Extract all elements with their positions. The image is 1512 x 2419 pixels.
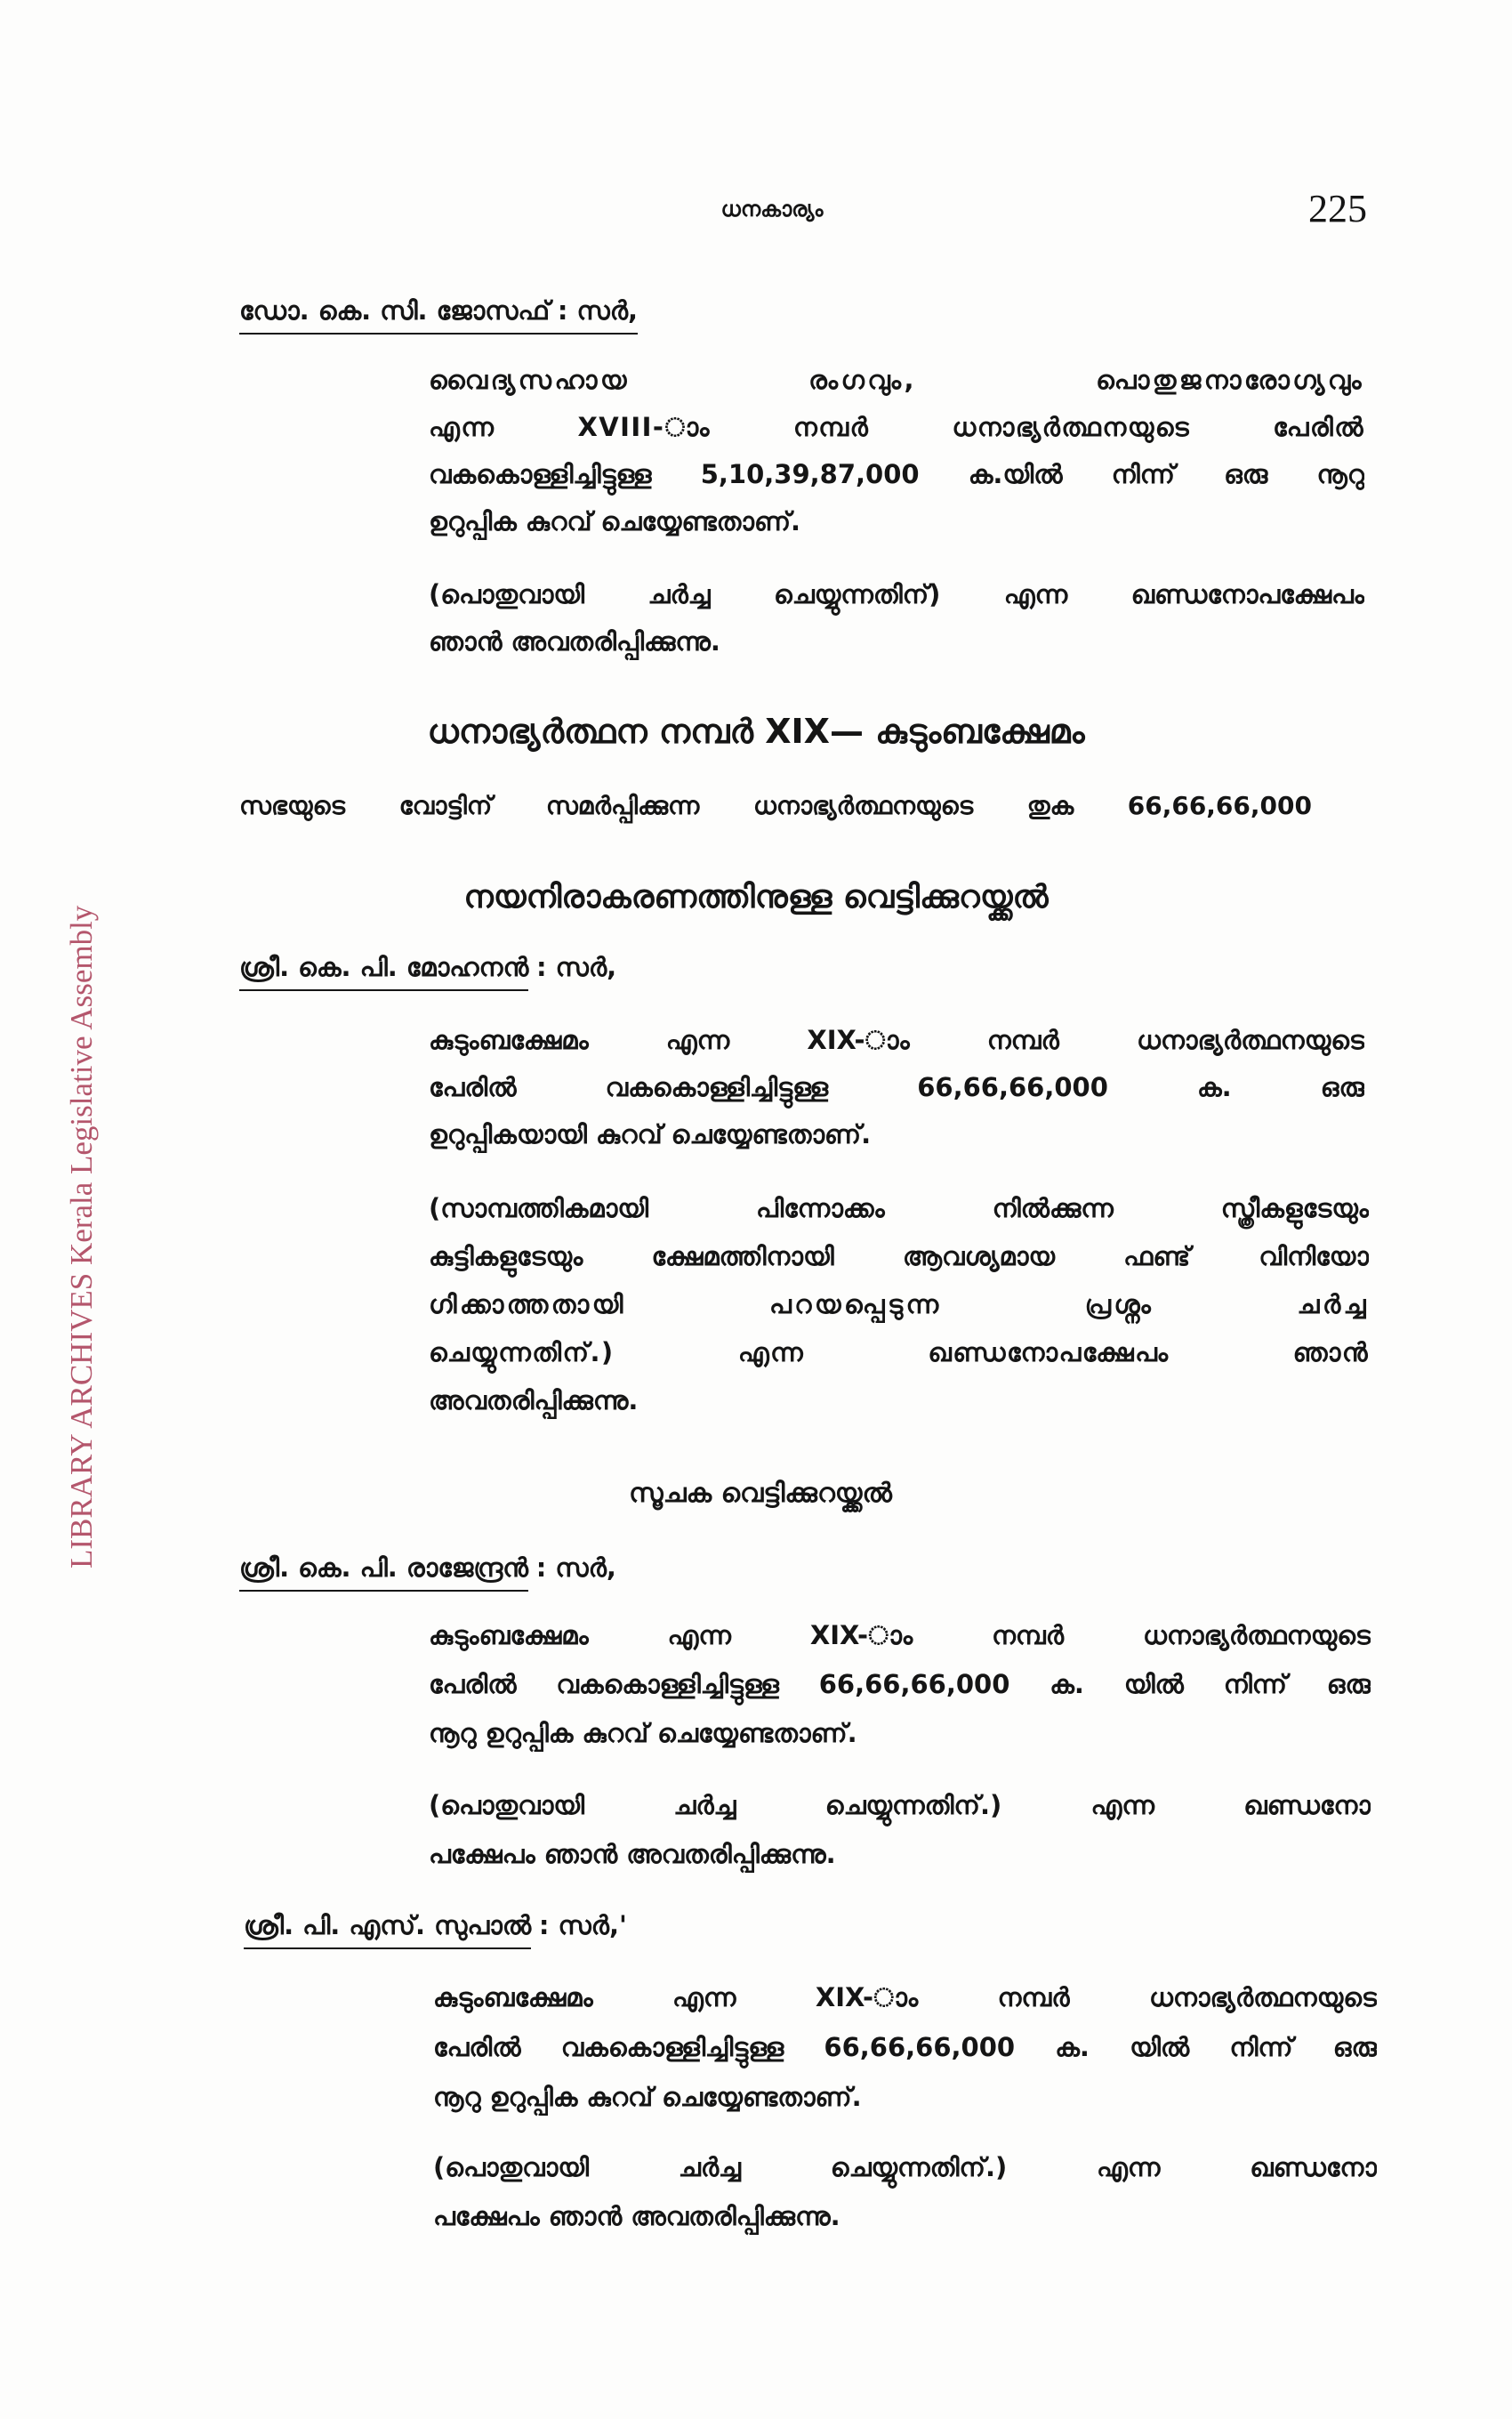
- motion-paragraph: [429, 1017, 1364, 1158]
- text-line: (പൊതുവായി ചർച്ച ചെയ്യുന്നതിന്.) എന്ന ഖണ്ഡനോ: [433, 2152, 1377, 2182]
- text-line: പേരിൽ വകകൊള്ളിച്ചിട്ടുള്ള 66,66,66,000 ക. യിൽ നിന്ന് ഒരു: [429, 1669, 1371, 1699]
- motion-paragraph: [429, 1611, 1371, 1758]
- speaker-underlined: [239, 295, 638, 335]
- text-line: കുടുംബക്ഷേമം എന്ന XIX-ാം നമ്പർ ധനാഭ്യർത്ഥനയുടെ: [429, 1620, 1371, 1650]
- motion-paragraph: [433, 1972, 1377, 2122]
- text-line: പേരിൽ വകകൊള്ളിച്ചിട്ടുള്ള 66,66,66,000 ക. ഒരു: [429, 1072, 1364, 1102]
- speaker-salutation: : സർ,: [535, 1552, 616, 1583]
- text-line: കുടുംബക്ഷേമം എന്ന XIX-ാം നമ്പർ ധനാഭ്യർത്ഥനയുടെ: [429, 1025, 1364, 1055]
- text-line: പക്ഷേപം ഞാൻ അവതരിപ്പിക്കുന്നു.: [429, 1839, 836, 1869]
- text-line: ഞാൻ അവതരിപ്പിക്കുന്നു.: [429, 626, 720, 657]
- purpose-paragraph: [429, 571, 1364, 665]
- text-line: പക്ഷേപം ഞാൻ അവതരിപ്പിക്കുന്നു.: [433, 2201, 840, 2231]
- text-line: ഉറുപ്പികയായി കുറവ് ചെയ്യേണ്ടതാണ്.: [429, 1119, 872, 1149]
- speaker-salutation: : സർ,': [538, 1910, 627, 1940]
- text-line: (സാമ്പത്തികമായി പിന്നോക്കം നിൽക്കുന്ന സ്ത്രീകളുടേയും: [429, 1193, 1369, 1223]
- text-line: കുട്ടികളുടേയും ക്ഷേമത്തിനായി ആവശ്യമായ ഫണ്ട് വിനിയോ: [429, 1241, 1369, 1271]
- token-cut-heading: സൂചക വെട്ടിക്കുറയ്ക്കൽ: [629, 1478, 892, 1509]
- text-line: (പൊതുവായി ചർച്ച ചെയ്യുന്നതിന്) എന്ന ഖണ്ഡനോപക്ഷേപം: [429, 579, 1364, 609]
- text-line: നൂറു ഉറുപ്പിക കുറവ് ചെയ്യേണ്ടതാണ്.: [433, 2082, 862, 2112]
- speaker-name: ശ്രീ. കെ. പി. രാജേന്ദ്രൻ: [239, 1552, 528, 1592]
- purpose-paragraph: [433, 2143, 1377, 2241]
- text-line: വകകൊള്ളിച്ചിട്ടുള്ള 5,10,39,87,000 ക.യിൽ നിന്ന് ഒരു നൂറു: [429, 459, 1364, 489]
- demand-heading: ധനാഭ്യർത്ഥന നമ്പർ XIX— കുടുംബക്ഷേമം: [427, 712, 1085, 751]
- speaker-line: [244, 1902, 1044, 1949]
- archive-watermark: LIBRARY ARCHIVES Kerala Legislative Assembly: [64, 905, 99, 1568]
- text-line: ഉറുപ്പിക കുറവ് ചെയ്യേണ്ടതാണ്.: [429, 506, 801, 536]
- speaker-line: [239, 287, 1040, 335]
- text-line: നൂറു ഉറുപ്പിക കുറവ് ചെയ്യേണ്ടതാണ്.: [429, 1718, 857, 1748]
- page-number: 225: [1308, 187, 1367, 230]
- text-line: അവതരിപ്പിക്കുന്നു.: [429, 1385, 639, 1415]
- running-header: ധനകാര്യം: [720, 197, 824, 222]
- demand-amount-line: സഭയുടെ വോട്ടിന് സമർപ്പിക്കുന്ന ധനാഭ്യർത്ഥനയുടെ തുക 66,66,66,000: [239, 791, 1312, 820]
- text-line: കുടുംബക്ഷേമം എന്ന XIX-ാം നമ്പർ ധനാഭ്യർത്ഥനയുടെ: [433, 1982, 1377, 2012]
- policy-cut-heading: നയനിരാകരണത്തിനുള്ള വെട്ടിക്കുറയ്ക്കൽ: [463, 879, 1049, 915]
- purpose-paragraph: [429, 1781, 1371, 1879]
- text-line: പേരിൽ വകകൊള്ളിച്ചിട്ടുള്ള 66,66,66,000 ക. യിൽ നിന്ന് ഒരു: [433, 2032, 1377, 2062]
- purpose-paragraph: [429, 1184, 1369, 1424]
- speaker-line: [239, 1544, 1040, 1592]
- speaker-name: ശ്രീ. പി. എസ്. സുപാൽ: [244, 1910, 531, 1949]
- speaker-salutation: : സർ,: [535, 952, 617, 982]
- motion-paragraph: [429, 357, 1364, 545]
- speaker-name: ശ്രീ. കെ. പി. മോഹനൻ: [239, 952, 528, 991]
- speaker-name: ഡോ. കെ. സി. ജോസഫ്: [239, 295, 551, 326]
- text-line: ഗിക്കാത്തതായി പറയപ്പെടുന്ന പ്രശ്നം ചർച്ച: [429, 1289, 1369, 1319]
- speaker-salutation: : സർ,: [557, 295, 639, 326]
- text-line: (പൊതുവായി ചർച്ച ചെയ്യുന്നതിന്.) എന്ന ഖണ്ഡനോ: [429, 1790, 1371, 1820]
- speaker-line: [239, 944, 1040, 991]
- text-line: വൈദ്യസഹായ രംഗവും, പൊതുജനാരോഗ്യവും: [429, 365, 1364, 395]
- text-line: എന്ന XVIII-ാം നമ്പർ ധനാഭ്യർത്ഥനയുടെ പേരിൽ: [429, 412, 1364, 442]
- text-line: ചെയ്യുന്നതിന്.) എന്ന ഖണ്ഡനോപക്ഷേപം ഞാൻ: [429, 1337, 1369, 1367]
